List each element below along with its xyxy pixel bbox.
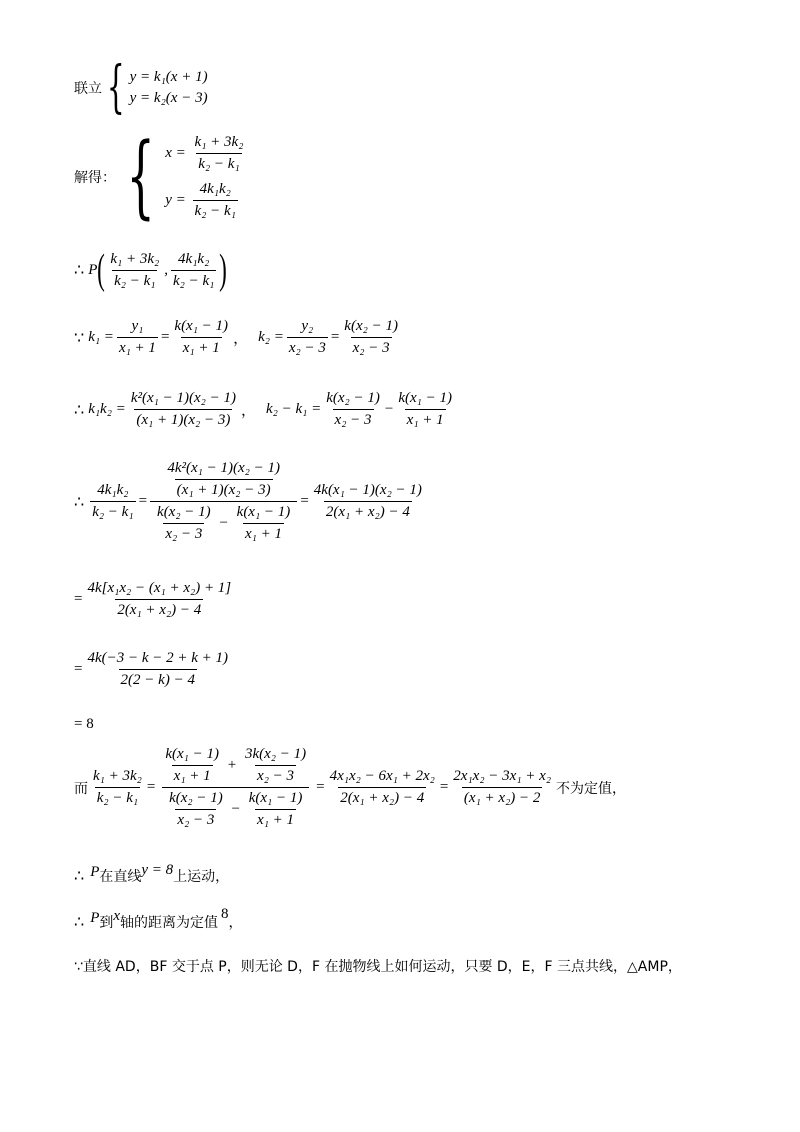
numerator: y₂ — [301, 318, 314, 334]
solution-line — [74, 124, 248, 229]
product-difference-line: ∴ k₁k₂ = $\frac{\text{k²(x₁ − 1)(x₂ − 1)}}{\text{(x₁ + 1)(x₂ − 3)}}$ ， k₂ − k₁ = $\frac{\text{k(x₂ − 1)}}{\text{x₂ − 3}}$ − $\frac{\text{k(x₁ − 1)}}{\text{x₁ + 1}}$ — [74, 390, 452, 428]
fraction — [129, 390, 238, 429]
fraction — [155, 504, 213, 543]
product-lhs: k₁k₂ = — [88, 401, 126, 417]
fraction — [85, 580, 233, 619]
numerator: 4k₁k₂ — [199, 181, 231, 197]
fraction — [342, 318, 400, 357]
distance-value: 8 — [221, 905, 229, 922]
complex-fraction — [150, 460, 297, 543]
therefore-symbol: ∴ — [74, 493, 85, 511]
complex-numerator — [160, 460, 287, 501]
fraction — [117, 318, 158, 357]
comma: ， — [228, 915, 243, 931]
left-paren: ( — [97, 247, 106, 293]
numerator: k(x₁ − 1) — [398, 390, 452, 406]
conclusion-line — [74, 956, 682, 976]
p-on-line-line — [74, 861, 230, 886]
left-brace: { — [126, 124, 155, 229]
denominator: k₂ − k₁ — [196, 153, 241, 173]
denominator: x₁ + 1 — [181, 337, 222, 357]
right-paren: ) — [219, 247, 228, 293]
fraction — [193, 134, 246, 173]
difference-lhs: k₂ − k₁ = — [265, 401, 322, 417]
denominator: k₂ − k₁ — [193, 200, 238, 220]
fraction — [324, 390, 382, 429]
numerator: y₁ — [131, 318, 144, 334]
step-line-2: = $\frac{4k(-3 - k - 2 + k + 1)}{2(2 - k) - 4}$ — [74, 650, 229, 688]
numerator: 4x₁x₂ − 6x₁ + 2x₂ — [329, 768, 435, 784]
numerator: k(x₂ − 1) — [169, 790, 223, 806]
point-p: P — [88, 261, 98, 278]
denominator: x₂ − 3 — [287, 337, 328, 357]
numerator: k(x₂ − 1) — [326, 390, 380, 406]
numerator: 4k₁k₂ — [178, 250, 210, 267]
numerator: k(x₁ − 1) — [236, 504, 291, 520]
fraction — [247, 790, 305, 829]
therefore-symbol: ∴ — [74, 868, 85, 885]
numerator: k(x₂ − 1) — [157, 504, 211, 520]
fraction — [91, 768, 144, 807]
fraction — [167, 790, 225, 829]
step-line-1: = $\frac{\text{4k[x₁x₂ − (x₁ + x₂) + 1]}}{\text{2(x₁ + x₂) − 4}}$ — [74, 580, 232, 618]
not-constant-text: 不为定值， — [556, 780, 627, 797]
numerator: k₁ + 3k₂ — [194, 134, 244, 150]
fraction — [165, 460, 282, 499]
fraction — [163, 746, 221, 785]
numerator: 4k(x₁ − 1)(x₂ − 1) — [313, 482, 422, 498]
complex-denominator: $\frac{\text{k(x₂ − 1)}}{\text{x₂ − 3}}$ − $\frac{\text{k(x₁ − 1)}}{\text{x₁ + 1}}$ — [162, 787, 309, 829]
fraction — [243, 746, 308, 785]
denominator: x₂ − 3 — [333, 409, 374, 429]
therefore-symbol: ∴ — [74, 262, 85, 279]
text-dao: 到 — [99, 915, 114, 931]
denominator: x₂ − 3 — [351, 337, 392, 357]
denominator: x₁ + 1 — [255, 809, 296, 829]
fraction — [90, 482, 135, 521]
numerator: k(x₁ − 1) — [165, 746, 219, 762]
result-line — [74, 716, 94, 733]
complex-numerator: $\frac{\text{k(x₁ − 1)}}{\text{x₁ + 1}}$ + $\frac{\text{3k(x₂ − 1)}}{\text{x₂ − 3}}$ — [165, 746, 307, 784]
x-solution — [165, 134, 248, 173]
complex-fraction-line: ∴ $\frac{\text{4k₁k₂}}{\text{k₂ − k₁}}$ = $\frac{\text{4k²(x₁ − 1)(x₂ − 1)}}{\text{(x₁ + 1)(x₂ − 3)}}$ $\frac{\text{k(x₂ − 1)}}{\text{x₂ − 3}}$ − $\frac{\text{k(x₁ − 1)}}{\text{x₁ + 1}}$ = $\frac{\text{4k(x₁ − 1)(x₂ − 1)}}{\text{2(x₁ + x₂) − 4}}$ — [74, 460, 422, 542]
left-brace: { — [106, 55, 125, 120]
because-symbol: ∵ — [74, 329, 85, 347]
line-equation: y = 8 — [141, 861, 174, 878]
numerator: k(x₁ − 1) — [248, 790, 303, 806]
numerator: 4k(−3 − k − 2 + k + 1) — [87, 650, 229, 666]
numerator: 4k₁k₂ — [97, 482, 129, 498]
fraction — [451, 768, 553, 807]
x-coordinate-line: 而 $\frac{\text{k₁ + 3k₂}}{\text{k₂ − k₁}}$ = $\frac{\text{k(x₁ − 1)}}{\text{x₁ + 1}}$ + $\frac{\text{3k(x₂ − 1)}}{\text{x₂ − 3}}$ $\frac{\text{k(x₂ − 1)}}{\text{x₂ − 3}}$ − $\frac{\text{k(x₁ − 1)}}{\text{x₁ + 1}}$ = $\frac{\text{4x₁x₂ − 6x₁ + 2x₂}}{\text{2(x₁ + x₂) − 4}}$ = $\frac{\text{2x₁x₂ − 3x₁ + x₂}}{\text{(x₁ + x₂) − 2}}$ 不为定值， — [74, 746, 627, 828]
denominator: (x₁ + 1)(x₂ − 3) — [175, 479, 273, 499]
text-zaizhixian: 在直线 — [99, 869, 142, 885]
denominator: x₂ − 3 — [175, 809, 216, 829]
solution-system — [165, 134, 248, 220]
denominator: x₁ + 1 — [243, 523, 284, 543]
text-distance-constant: 轴的距离为定值 — [120, 915, 219, 931]
fraction — [193, 181, 238, 220]
therefore-symbol: ∴ — [74, 914, 85, 931]
label-jiede: 解得： — [74, 170, 116, 186]
fraction — [287, 318, 328, 357]
result-value: = 8 — [74, 716, 94, 732]
denominator: x₁ + 1 — [172, 765, 213, 785]
x-lhs: x = — [165, 144, 186, 161]
denominator: x₂ − 3 — [163, 523, 204, 543]
point-p: P — [90, 909, 100, 926]
denominator: 2(x₁ + x₂) − 4 — [324, 501, 412, 521]
label-lianli: 联立 — [74, 81, 102, 97]
denominator: (x₁ + x₂) − 2 — [462, 787, 542, 807]
denominator: k₂ − k₁ — [95, 787, 140, 807]
numerator: k²(x₁ − 1)(x₂ − 1) — [130, 390, 236, 406]
fraction — [396, 390, 454, 429]
equation-2: y = k₂(x − 3) — [129, 90, 208, 106]
fraction — [312, 482, 424, 521]
denominator: k₂ − k₁ — [90, 501, 135, 521]
complex-fraction — [158, 746, 313, 829]
k1-lhs: k₁ = — [88, 329, 114, 345]
numerator: k₁ + 3k₂ — [93, 768, 142, 784]
text-shangyundong: 上运动， — [173, 869, 230, 885]
point-p: P — [90, 863, 100, 880]
fraction — [172, 318, 230, 357]
complex-denominator: $\frac{\text{k(x₂ − 1)}}{\text{x₂ − 3}}$ − $\frac{\text{k(x₁ − 1)}}{\text{x₁ + 1}}$ — [150, 501, 297, 543]
denominator: (x₁ + 1)(x₂ − 3) — [134, 409, 232, 429]
slopes-line: ∵ k₁ = $\frac{\text{y₁}}{\text{x₁ + 1}}$ = $\frac{\text{k(x₁ − 1)}}{\text{x₁ + 1}}$ ， k₂ = $\frac{\text{y₂}}{\text{x₂ − 3}}$ = $\frac{\text{k(x₂ − 1)}}{\text{x₂ − 3}}$ — [74, 318, 398, 356]
numerator: 2x₁x₂ − 3x₁ + x₂ — [453, 768, 552, 784]
numerator: 4k[x₁x₂ − (x₁ + x₂) + 1] — [87, 580, 232, 596]
equation-system — [130, 69, 208, 107]
y-solution — [165, 181, 248, 220]
numerator: k(x₁ − 1) — [174, 318, 229, 334]
denominator: x₂ − 3 — [255, 765, 296, 785]
distance-line — [74, 905, 243, 932]
fraction — [171, 251, 216, 290]
numerator: 3k(x₂ − 1) — [244, 746, 307, 762]
denominator: 2(x₁ + x₂) − 4 — [338, 787, 426, 807]
equation-1: y = k₁(x + 1) — [129, 69, 208, 85]
label-er: 而 — [74, 780, 88, 797]
fraction — [85, 650, 230, 689]
denominator: k₂ − k₁ — [112, 270, 157, 290]
denominator: k₂ − k₁ — [171, 270, 216, 290]
conclusion-text: ∵直线 AD，BF 交于点 P，则无论 D，F 在抛物线上如何运动，只要 D，E，F 三点共线，△AMP， — [74, 959, 682, 975]
numerator: k₁ + 3k₂ — [110, 250, 160, 267]
axis-x: x — [113, 907, 121, 924]
denominator: 2(x₁ + x₂) − 4 — [115, 599, 203, 619]
k2-lhs: k₂ = — [258, 329, 284, 345]
fraction — [328, 768, 437, 807]
system-line — [74, 55, 208, 120]
y-lhs: y = — [165, 191, 186, 208]
denominator: 2(2 − k) − 4 — [119, 669, 197, 689]
point-p-line: ∴ P ( $\frac{\text{k₁ + 3k₂}}{\text{k₂ − k₁}}$ , $\frac{\text{4k₁k₂}}{\text{k₂ − k₁}}$ ) — [74, 247, 228, 293]
denominator: x₁ + 1 — [405, 409, 446, 429]
numerator: k(x₂ − 1) — [344, 318, 398, 334]
numerator: 4k²(x₁ − 1)(x₂ − 1) — [167, 460, 280, 476]
fraction — [235, 504, 293, 543]
therefore-symbol: ∴ — [74, 401, 85, 419]
denominator: x₁ + 1 — [117, 337, 158, 357]
fraction — [108, 251, 161, 290]
